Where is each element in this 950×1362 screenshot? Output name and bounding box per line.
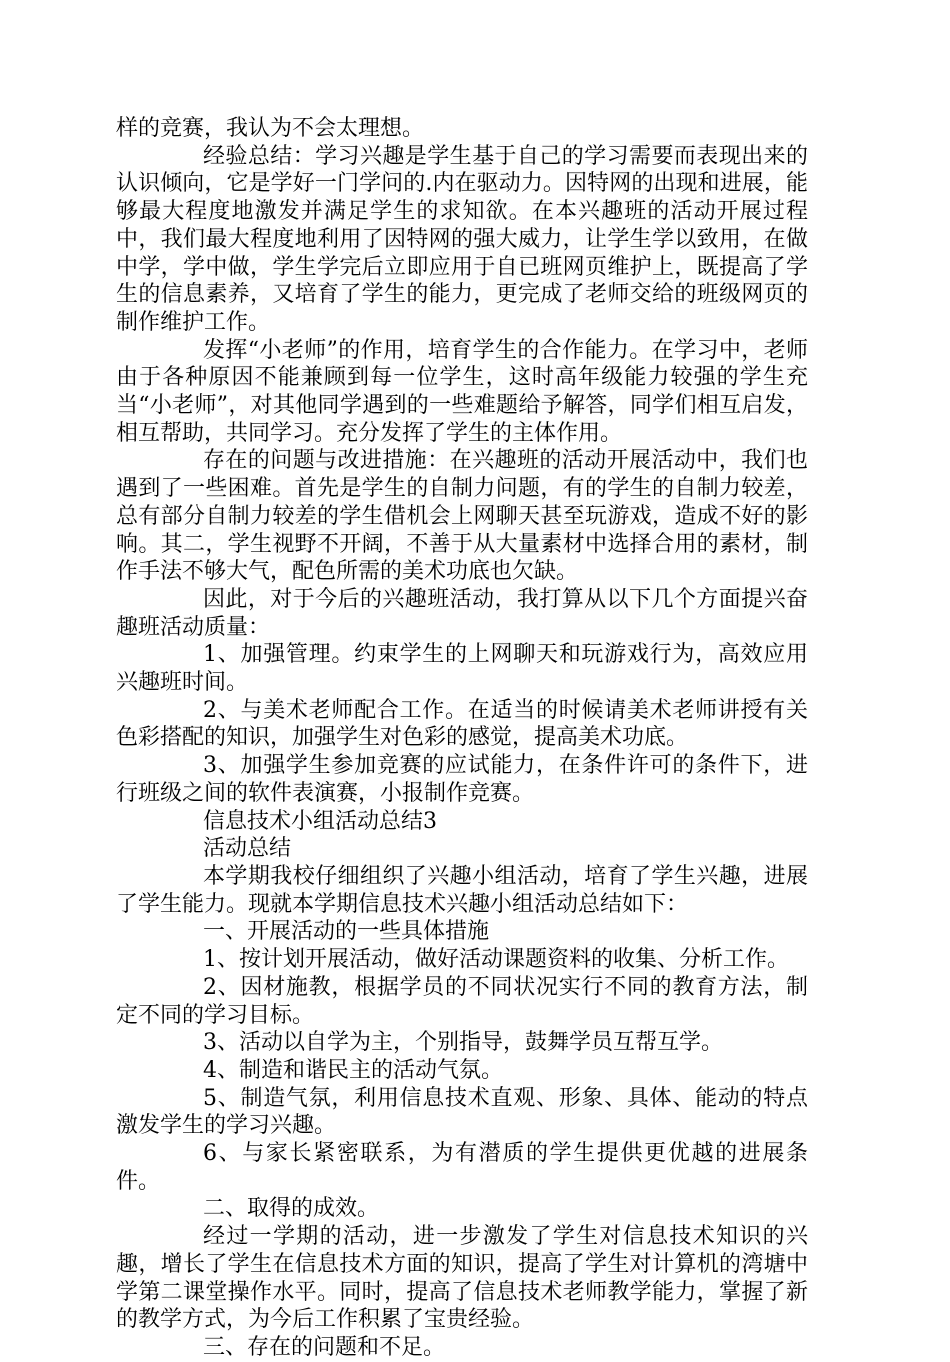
list-item: 4、制造和谐民主的活动气氛。: [203, 1057, 503, 1083]
paragraph-continuation: 样的竞赛，我认为不会太理想。: [116, 116, 425, 141]
list-item: 2、与美术老师配合工作。在适当的时候请美术老师讲授有关色彩搭配的知识，加强学生对色彩的感觉，提高美术功底。: [116, 697, 808, 751]
list-item: 1、按计划开展活动，做好活动课题资料的收集、分析工作。: [203, 947, 789, 973]
list-item: 5、制造气氛，利用信息技术直观、形象、具体、能动的特点激发学生的学习兴趣。: [116, 1085, 808, 1139]
section-title: 信息技术小组活动总结3: [203, 808, 437, 834]
section-subtitle: 活动总结: [203, 836, 292, 862]
list-item: 6、与家长紧密联系，为有潜质的学生提供更优越的进展条件。: [116, 1141, 808, 1194]
section-heading: 一、开展活动的一些具体措施: [203, 919, 490, 945]
section-heading: 三、存在的问题和不足。: [203, 1334, 446, 1360]
paragraph-little-teacher: 发挥“小老师”的作用，培育学生的合作能力。在学习中，老师由于各种原因不能兼顾到每一位学生，这时高年级能力较强的学生充当“小老师”，对其他同学遇到的一些难题给予解答，同学们相互启发，相互帮助，共同学习。充分发挥了学生的主体作用。: [116, 337, 808, 446]
paragraph-therefore: 因此，对于今后的兴趣班活动，我打算从以下几个方面提兴奋趣班活动质量：: [116, 586, 808, 640]
document-body: [116, 115, 808, 1362]
list-item: 3、活动以自学为主，个别指导，鼓舞学员互帮互学。: [203, 1030, 723, 1056]
paragraph-experience-summary: 经验总结：学习兴趣是学生基于自己的学习需要而表现出来的认识倾向，它是学好一门学问的.内在驱动力。因特网的出现和进展，能够最大程度地激发并满足学生的求知欲。在本兴趣班的活动开展过程中，我们最大程度地利用了因特网的强大威力，让学生学以致用，在做中学，学中做，学生学完后立即应用于自已班网页维护上，既提高了学生的信息素养，又培育了学生的能力，更完成了老师交给的班级网页的制作维护工作。: [116, 143, 808, 335]
list-item: 3、加强学生参加竞赛的应试能力，在条件许可的条件下，进行班级之间的软件表演赛，小报制作竞赛。: [116, 753, 808, 806]
paragraph-intro: 本学期我校仔细组织了兴趣小组活动，培育了学生兴趣，进展了学生能力。现就本学期信息技术兴趣小组活动总结如下：: [116, 863, 808, 917]
list-item: 2、因材施教，根据学员的不同状况实行不同的教育方法，制定不同的学习目标。: [116, 974, 808, 1028]
section-heading: 二、取得的成效。: [203, 1196, 380, 1222]
paragraph-results: 经过一学期的活动，进一步激发了学生对信息技术知识的兴趣，增长了学生在信息技术方面的知识，提高了学生对计算机的湾塘中学第二课堂操作水平。同时，提高了信息技术老师教学能力，掌握了新的教学方式，为今后工作积累了宝贵经验。: [116, 1224, 808, 1333]
paragraph-problems: 存在的问题与改进措施：在兴趣班的活动开展活动中，我们也遇到了一些困难。首先是学生的自制力问题，有的学生的自制力较差，总有部分自制力较差的学生借机会上网聊天甚至玩游戏，造成不好的影响。其二，学生视野不开阔，不善于从大量素材中选择合用的素材，制作手法不够大气，配色所需的美术功底也欠缺。: [116, 448, 808, 585]
list-item: 1、加强管理。约束学生的上网聊天和玩游戏行为，高效应用兴趣班时间。: [116, 642, 808, 696]
